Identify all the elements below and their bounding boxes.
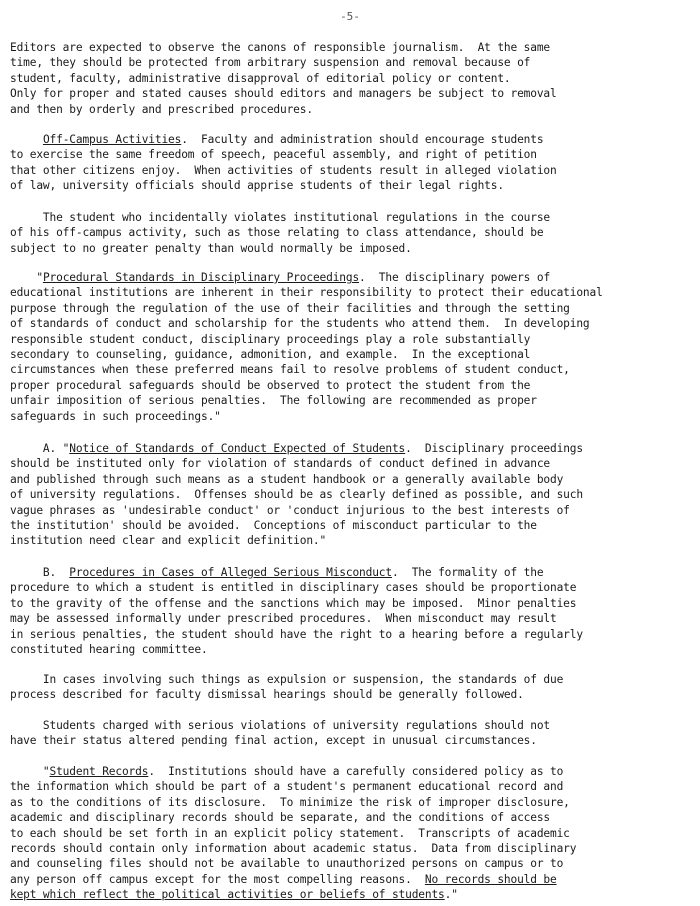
text-segment: the institution' should be avoided. Conceptions of misconduct particular to the xyxy=(10,519,537,533)
text-line xyxy=(10,441,583,456)
text-segment: records should contain only information about academic status. Data from disciplinary xyxy=(10,842,577,856)
underlined-heading: Student Records xyxy=(49,765,149,778)
text-segment: have their status altered pending final action, except in unusual circumstances. xyxy=(10,734,537,748)
text-line xyxy=(10,503,583,518)
text-line xyxy=(10,472,583,487)
underlined-heading: Procedural Standards in Disciplinary Proceedings xyxy=(42,271,360,284)
text-line xyxy=(10,332,603,347)
text-segment: and then by orderly and prescribed procedures. xyxy=(10,102,313,116)
paragraph-student-records xyxy=(10,764,576,903)
text-line xyxy=(10,580,583,595)
text-line xyxy=(10,487,583,502)
text-segment: " xyxy=(10,271,43,284)
text-line xyxy=(10,393,603,408)
text-segment: . Disciplinary proceedings xyxy=(405,442,583,455)
text-line xyxy=(10,210,550,225)
underlined-heading: kept which reflect the political activities or beliefs of students xyxy=(10,888,445,902)
text-segment: B. xyxy=(10,566,70,579)
text-line xyxy=(10,409,603,424)
text-line xyxy=(10,872,576,887)
text-segment: should be instituted only for violation of standards of conduct defined in advance xyxy=(10,457,551,471)
text-line xyxy=(10,627,583,642)
text-segment: A. " xyxy=(10,442,70,455)
text-segment: vague phrases as 'undesirable conduct' or 'conduct injurious to the best interests of xyxy=(10,503,570,517)
text-segment: . Institutions should have a carefully considered policy as to xyxy=(148,765,564,778)
text-line xyxy=(10,163,557,178)
paragraph-expulsion-cases xyxy=(10,672,563,703)
text-line xyxy=(10,887,576,902)
text-line xyxy=(10,378,603,393)
text-line xyxy=(10,40,557,55)
text-line xyxy=(10,841,576,856)
text-segment: responsible student conduct, disciplinary proceedings play a role substantially xyxy=(10,332,531,346)
text-segment: proper procedural safeguards should be observed to protect the student from the xyxy=(10,378,531,392)
underlined-heading: No records should be xyxy=(424,872,557,886)
text-segment: circumstances when these preferred means fail to resolve problems of student conduct, xyxy=(10,363,570,377)
text-line xyxy=(10,672,563,687)
text-segment: that other citizens enjoy. When activities of students result in alleged violation xyxy=(10,163,557,177)
text-line xyxy=(10,362,603,377)
text-line xyxy=(10,316,603,331)
text-line xyxy=(10,733,550,748)
text-line xyxy=(10,779,576,794)
paragraph-serious-misconduct xyxy=(10,565,583,657)
paragraph-editors xyxy=(10,40,557,117)
text-line xyxy=(10,178,557,193)
text-line xyxy=(10,347,603,362)
text-segment: Only for proper and stated causes should editors and managers be subject to removal xyxy=(10,87,557,101)
text-segment: . Faculty and administration should encourage students xyxy=(181,133,544,146)
text-segment: may be assessed informally under prescribed procedures. When misconduct may result xyxy=(10,612,557,626)
text-segment: ." xyxy=(444,888,458,902)
text-segment: institution need clear and explicit definition." xyxy=(10,534,327,548)
text-segment: Editors are expected to observe the canons of responsible journalism. At the same xyxy=(10,41,551,54)
text-line xyxy=(10,270,603,285)
text-segment: and counseling files should not be available to unauthorized persons on campus or to xyxy=(10,857,564,871)
text-segment: of university regulations. Offenses should be as clearly defined as possible, and such xyxy=(10,488,583,502)
text-line xyxy=(10,55,557,70)
text-line xyxy=(10,456,583,471)
text-segment: to the gravity of the offense and the sanctions which may be imposed. Minor penalties xyxy=(10,596,577,610)
text-line xyxy=(10,795,576,810)
page-number: -5- xyxy=(340,10,360,23)
text-line xyxy=(10,132,557,147)
text-segment: of his off-campus activity, such as those relating to class attendance, should be xyxy=(10,226,544,240)
text-segment: secondary to counseling, guidance, admonition, and example. In the exceptional xyxy=(10,348,531,362)
paragraph-status-pending xyxy=(10,718,550,749)
underlined-heading: Notice of Standards of Conduct Expected of Students xyxy=(69,442,406,455)
text-segment: time, they should be protected from arbitrary suspension and removal because of xyxy=(10,56,531,70)
text-segment: process described for faculty dismissal hearings should be generally followed. xyxy=(10,688,524,702)
text-segment: constituted hearing committee. xyxy=(10,643,208,657)
paragraph-notice-of-standards xyxy=(10,441,583,549)
text-line xyxy=(10,596,583,611)
text-segment: in serious penalties, the student should have the right to a hearing before a regularly xyxy=(10,627,583,641)
text-line xyxy=(10,687,563,702)
text-line xyxy=(10,764,576,779)
paragraph-off-campus-activities xyxy=(10,132,557,194)
text-line xyxy=(10,71,557,86)
text-segment: educational institutions are inherent in their responsibility to protect their educational xyxy=(10,286,603,300)
text-segment: procedure to which a student is entitled in disciplinary cases should be proportionate xyxy=(10,581,577,595)
text-segment: and published through such means as a student handbook or a generally available body xyxy=(10,472,564,486)
paragraph-procedural-standards xyxy=(10,270,603,424)
underlined-heading: Procedures in Cases of Alleged Serious Misconduct xyxy=(69,566,392,579)
text-line xyxy=(10,533,583,548)
text-line xyxy=(10,102,557,117)
text-segment: . The formality of the xyxy=(391,566,544,579)
underlined-heading: Off-Campus Activities xyxy=(42,133,182,146)
text-segment: academic and disciplinary records should be separate, and the conditions of access xyxy=(10,811,551,825)
text-segment: as to the conditions of its disclosure. To minimize the risk of improper disclosure, xyxy=(10,795,570,809)
text-segment: to each should be set forth in an explicit policy statement. Transcripts of academic xyxy=(10,826,570,840)
text-line xyxy=(10,241,550,256)
text-segment: subject to no greater penalty than would normally be imposed. xyxy=(10,241,412,255)
text-segment: purpose through the regulation of the use of their facilities and through the setting xyxy=(10,301,570,315)
text-segment: In cases involving such things as expulsion or suspension, the standards of due xyxy=(10,673,564,686)
text-segment: of standards of conduct and scholarship for the students who attend them. In developing xyxy=(10,317,590,331)
text-segment: The student who incidentally violates institutional regulations in the course xyxy=(10,211,551,224)
text-line xyxy=(10,147,557,162)
text-line xyxy=(10,642,583,657)
text-segment: student, faculty, administrative disapproval of editorial policy or content. xyxy=(10,71,511,85)
text-segment: to exercise the same freedom of speech, peaceful assembly, and right of petition xyxy=(10,148,537,162)
text-segment: . The disciplinary powers of xyxy=(359,271,551,284)
text-line xyxy=(10,611,583,626)
text-line xyxy=(10,86,557,101)
text-line xyxy=(10,518,583,533)
text-segment: safeguards in such proceedings." xyxy=(10,409,221,423)
text-segment xyxy=(10,133,43,146)
paragraph-incidental-violations xyxy=(10,210,550,256)
text-line xyxy=(10,718,550,733)
text-line xyxy=(10,285,603,300)
text-line xyxy=(10,856,576,871)
text-line xyxy=(10,225,550,240)
text-segment: any person off campus except for the most compelling reasons. xyxy=(10,872,425,886)
text-line xyxy=(10,301,603,316)
text-segment: of law, university officials should apprise students of their legal rights. xyxy=(10,179,504,193)
text-segment: Students charged with serious violations of university regulations should not xyxy=(10,719,551,732)
text-line xyxy=(10,810,576,825)
text-segment: unfair imposition of serious penalties. The following are recommended as proper xyxy=(10,394,537,408)
text-segment: the information which should be part of a student's permanent educational record and xyxy=(10,780,564,794)
text-segment: " xyxy=(10,765,50,778)
text-line xyxy=(10,826,576,841)
text-line xyxy=(10,565,583,580)
